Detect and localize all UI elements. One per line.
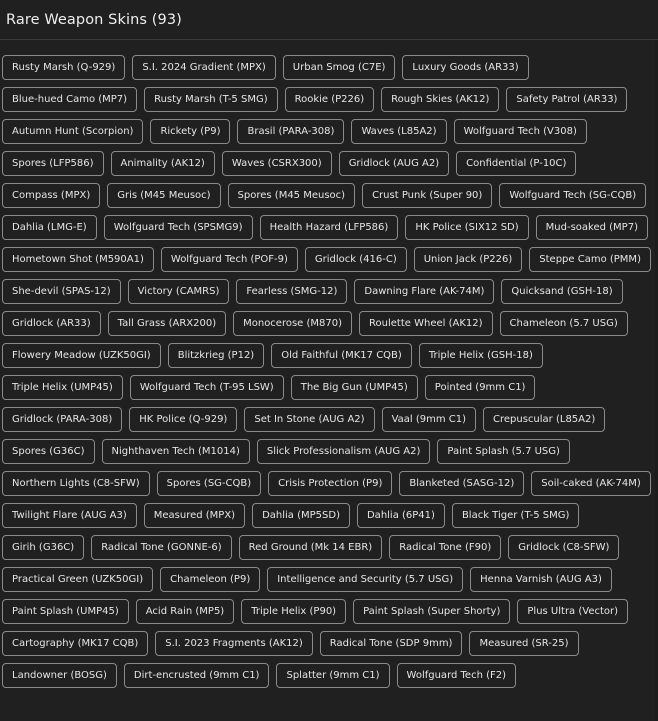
skin-chip[interactable]: Rough Skies (AK12) <box>381 87 499 112</box>
skin-chip[interactable]: Twilight Flare (AUG A3) <box>2 503 137 528</box>
skin-chip[interactable]: HK Police (Q-929) <box>129 407 237 432</box>
skin-chip[interactable]: Triple Helix (P90) <box>241 599 346 624</box>
skin-chip[interactable]: S.I. 2024 Gradient (MPX) <box>132 55 275 80</box>
skin-chip[interactable]: Radical Tone (SDP 9mm) <box>320 631 463 656</box>
skin-chip[interactable]: Spores (G36C) <box>2 439 95 464</box>
skin-chip[interactable]: Set In Stone (AUG A2) <box>244 407 374 432</box>
skin-chip[interactable]: Roulette Wheel (AK12) <box>359 311 492 336</box>
skin-chip[interactable]: Triple Helix (GSH-18) <box>419 343 543 368</box>
skin-chip[interactable]: Blanketed (SASG-12) <box>399 471 524 496</box>
skin-chip[interactable]: Waves (CSRX300) <box>222 151 332 176</box>
skin-chip-list <box>2 55 658 688</box>
skin-chip[interactable]: Urban Smog (C7E) <box>283 55 396 80</box>
skin-chip[interactable]: Radical Tone (GONNE-6) <box>91 535 231 560</box>
skin-chip[interactable]: Cartography (MK17 CQB) <box>2 631 148 656</box>
skin-chip[interactable]: Spores (M45 Meusoc) <box>228 183 356 208</box>
skin-chip[interactable]: Radical Tone (F90) <box>389 535 501 560</box>
skin-chip[interactable]: Acid Rain (MP5) <box>136 599 234 624</box>
skin-chip[interactable]: Slick Professionalism (AUG A2) <box>257 439 430 464</box>
skin-chip[interactable]: Paint Splash (5.7 USG) <box>437 439 570 464</box>
skin-chip[interactable]: Rickety (P9) <box>150 119 230 144</box>
skin-chip[interactable]: Chameleon (5.7 USG) <box>500 311 628 336</box>
skin-chip[interactable]: Wolfguard Tech (SPSMG9) <box>104 215 253 240</box>
skin-chip[interactable]: Waves (L85A2) <box>351 119 446 144</box>
skin-chip[interactable]: HK Police (SIX12 SD) <box>405 215 528 240</box>
skin-chip[interactable]: Nighthaven Tech (M1014) <box>102 439 250 464</box>
skin-chip[interactable]: Crust Punk (Super 90) <box>362 183 492 208</box>
skin-chip[interactable]: Crisis Protection (P9) <box>268 471 392 496</box>
skin-chip[interactable]: Rookie (P226) <box>285 87 375 112</box>
skin-chip[interactable]: Animality (AK12) <box>111 151 215 176</box>
skin-chip[interactable]: Brasil (PARA-308) <box>237 119 344 144</box>
skin-chip[interactable]: Practical Green (UZK50GI) <box>2 567 153 592</box>
skin-chip[interactable]: Gridlock (AR33) <box>2 311 101 336</box>
skin-chip[interactable]: Dawning Flare (AK-74M) <box>354 279 494 304</box>
skin-chip[interactable]: Steppe Camo (PMM) <box>529 247 651 272</box>
skin-chip[interactable]: Girih (G36C) <box>2 535 84 560</box>
skin-chip[interactable]: Union Jack (P226) <box>414 247 523 272</box>
skin-chip[interactable]: Black Tiger (T-5 SMG) <box>452 503 579 528</box>
skin-chip[interactable]: Rusty Marsh (T-5 SMG) <box>144 87 278 112</box>
skin-chip[interactable]: Intelligence and Security (5.7 USG) <box>267 567 463 592</box>
skin-chip[interactable]: Dirt-encrusted (9mm C1) <box>124 663 270 688</box>
skin-chip[interactable]: Gridlock (PARA-308) <box>2 407 122 432</box>
skin-chip[interactable]: Wolfguard Tech (POF-9) <box>161 247 298 272</box>
skin-chip[interactable]: Vaal (9mm C1) <box>382 407 476 432</box>
skin-chip[interactable]: Fearless (SMG-12) <box>236 279 347 304</box>
skin-chip[interactable]: Measured (SR-25) <box>469 631 578 656</box>
page-header <box>0 0 658 40</box>
skin-chip[interactable]: Plus Ultra (Vector) <box>517 599 628 624</box>
page-title: Rare Weapon Skins (93) <box>6 11 182 28</box>
skin-chip[interactable]: Red Ground (Mk 14 EBR) <box>239 535 383 560</box>
skin-chip[interactable]: Landowner (BOSG) <box>2 663 117 688</box>
skin-chip[interactable]: Spores (LFP586) <box>2 151 104 176</box>
skin-chip[interactable]: Quicksand (GSH-18) <box>501 279 622 304</box>
skin-chip[interactable]: Tall Grass (ARX200) <box>108 311 226 336</box>
skin-chip[interactable]: Mud-soaked (MP7) <box>536 215 648 240</box>
skin-chip[interactable]: Measured (MPX) <box>144 503 245 528</box>
skin-chip[interactable]: Blitzkrieg (P12) <box>168 343 265 368</box>
skin-chip[interactable]: Pointed (9mm C1) <box>425 375 536 400</box>
skin-chip[interactable]: Crepuscular (L85A2) <box>483 407 605 432</box>
skin-chip[interactable]: Splatter (9mm C1) <box>276 663 389 688</box>
skin-chip[interactable]: Compass (MPX) <box>2 183 100 208</box>
skin-chip[interactable]: Spores (SG-CQB) <box>157 471 261 496</box>
skin-chip[interactable]: The Big Gun (UMP45) <box>291 375 418 400</box>
skin-chip[interactable]: Safety Patrol (AR33) <box>506 87 627 112</box>
skin-chip[interactable]: Flowery Meadow (UZK50GI) <box>2 343 161 368</box>
skin-chip[interactable]: Dahlia (LMG-E) <box>2 215 97 240</box>
skin-chip[interactable]: Gridlock (AUG A2) <box>339 151 449 176</box>
skin-chip[interactable]: Hometown Shot (M590A1) <box>2 247 154 272</box>
skin-chip[interactable]: She-devil (SPAS-12) <box>2 279 121 304</box>
skin-chip[interactable]: Blue-hued Camo (MP7) <box>2 87 137 112</box>
skin-chip[interactable]: Chameleon (P9) <box>160 567 260 592</box>
skin-chip[interactable]: Victory (CAMRS) <box>128 279 230 304</box>
skin-chip[interactable]: Henna Varnish (AUG A3) <box>470 567 612 592</box>
skin-chip[interactable]: Soil-caked (AK-74M) <box>531 471 650 496</box>
skin-chip[interactable]: Gridlock (416-C) <box>305 247 407 272</box>
skin-chip[interactable]: Autumn Hunt (Scorpion) <box>2 119 143 144</box>
skin-chip[interactable]: Monocerose (M870) <box>233 311 352 336</box>
skin-chip[interactable]: Gris (M45 Meusoc) <box>107 183 220 208</box>
skin-chip[interactable]: Triple Helix (UMP45) <box>2 375 123 400</box>
skin-chip[interactable]: Rusty Marsh (Q-929) <box>2 55 125 80</box>
skin-chip[interactable]: Dahlia (6P41) <box>357 503 445 528</box>
skin-chip[interactable]: Wolfguard Tech (V308) <box>454 119 587 144</box>
skin-chip[interactable]: Paint Splash (UMP45) <box>2 599 129 624</box>
skin-chip[interactable]: Northern Lights (C8-SFW) <box>2 471 150 496</box>
skin-chip[interactable]: Health Hazard (LFP586) <box>260 215 399 240</box>
skin-chip[interactable]: Wolfguard Tech (F2) <box>397 663 517 688</box>
skin-chip[interactable]: Gridlock (C8-SFW) <box>508 535 619 560</box>
skin-chip[interactable]: Old Faithful (MK17 CQB) <box>271 343 412 368</box>
skin-chip[interactable]: Wolfguard Tech (T-95 LSW) <box>130 375 284 400</box>
skin-chip[interactable]: Confidential (P-10C) <box>456 151 576 176</box>
skin-chip[interactable]: Luxury Goods (AR33) <box>402 55 528 80</box>
skin-chip[interactable]: Wolfguard Tech (SG-CQB) <box>499 183 646 208</box>
skin-chip[interactable]: Dahlia (MP5SD) <box>252 503 350 528</box>
skin-chip[interactable]: S.I. 2023 Fragments (AK12) <box>155 631 313 656</box>
skin-chip[interactable]: Paint Splash (Super Shorty) <box>353 599 510 624</box>
